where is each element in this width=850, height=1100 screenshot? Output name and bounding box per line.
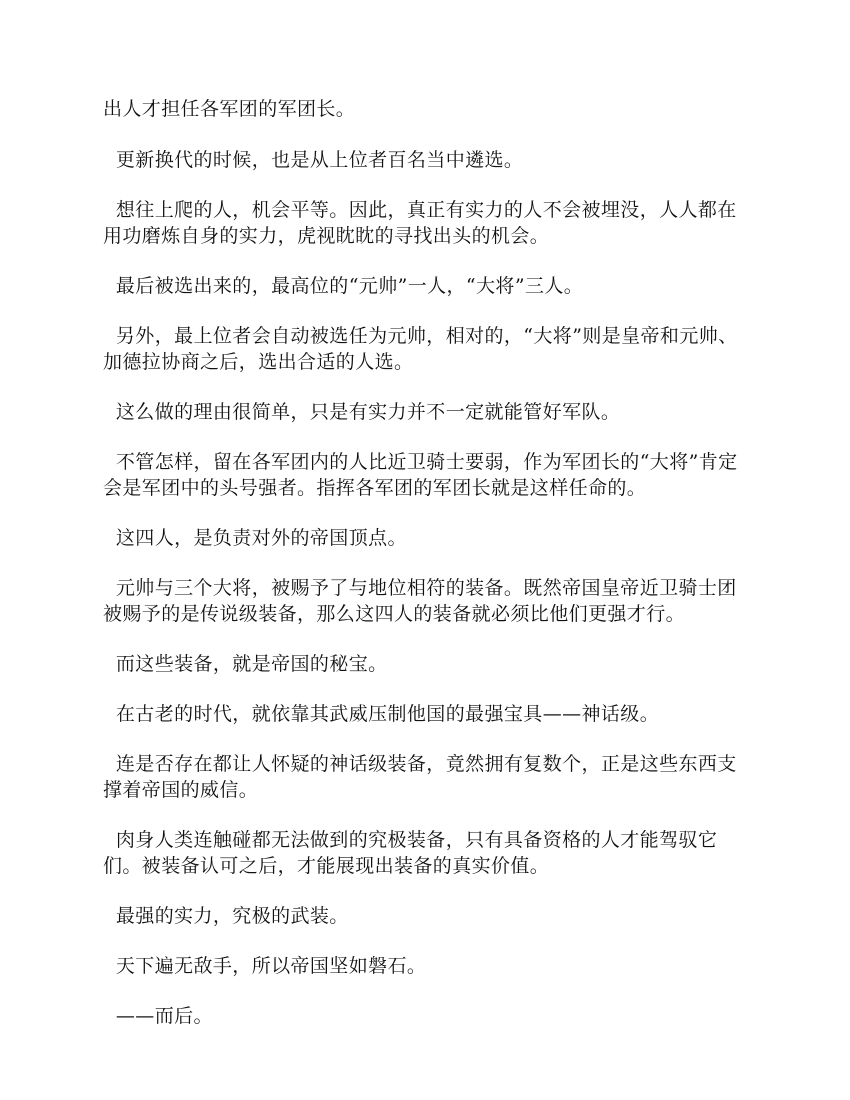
paragraph: 肉身人类连触碰都无法做到的究极装备，只有具备资格的人才能驾驭它们。被装备认可之后，才能展现出装备的真实价值。 xyxy=(103,829,718,877)
paragraph: 连是否存在都让人怀疑的神话级装备，竟然拥有复数个，正是这些东西支撑着帝国的威信。 xyxy=(103,753,737,801)
paragraph: 元帅与三个大将，被赐予了与地位相符的装备。既然帝国皇帝近卫骑士团被赐予的是传说级装备，那么这四人的装备就必须比他们更强才行。 xyxy=(103,577,737,625)
paragraph: 天下遍无敌手，所以帝国坚如磐石。 xyxy=(103,955,427,977)
paragraph: 想往上爬的人，机会平等。因此，真正有实力的人不会被埋没，人人都在用功磨炼自身的实力，虎视眈眈的寻找出头的机会。 xyxy=(103,199,737,247)
paragraph: 而这些装备，就是帝国的秘宝。 xyxy=(103,653,388,675)
paragraph: 更新换代的时候，也是从上位者百名当中遴选。 xyxy=(103,149,524,171)
paragraph: 这么做的理由很简单，只是有实力并不一定就能管好军队。 xyxy=(103,401,621,423)
paragraph: 这四人，是负责对外的帝国顶点。 xyxy=(103,527,407,549)
paragraph: 不管怎样，留在各军团内的人比近卫骑士要弱，作为军团长的“大将”肯定会是军团中的头号强者。指挥各军团的军团长就是这样任命的。 xyxy=(103,451,738,499)
paragraph: 另外，最上位者会自动被选任为元帅，相对的，“大将”则是皇帝和元帅、加德拉协商之后，选出合适的人选。 xyxy=(103,325,738,373)
paragraph: ——而后。 xyxy=(103,1005,213,1027)
paragraph: 最后被选出来的，最高位的“元帅”一人，“大将”三人。 xyxy=(103,275,584,297)
paragraph: 出人才担任各军团的军团长。 xyxy=(103,98,356,120)
paragraph: 在古老的时代，就依靠其武威压制他国的最强宝具——神话级。 xyxy=(103,703,660,725)
document-body xyxy=(103,96,755,1053)
paragraph: 最强的实力，究极的武装。 xyxy=(103,905,349,927)
